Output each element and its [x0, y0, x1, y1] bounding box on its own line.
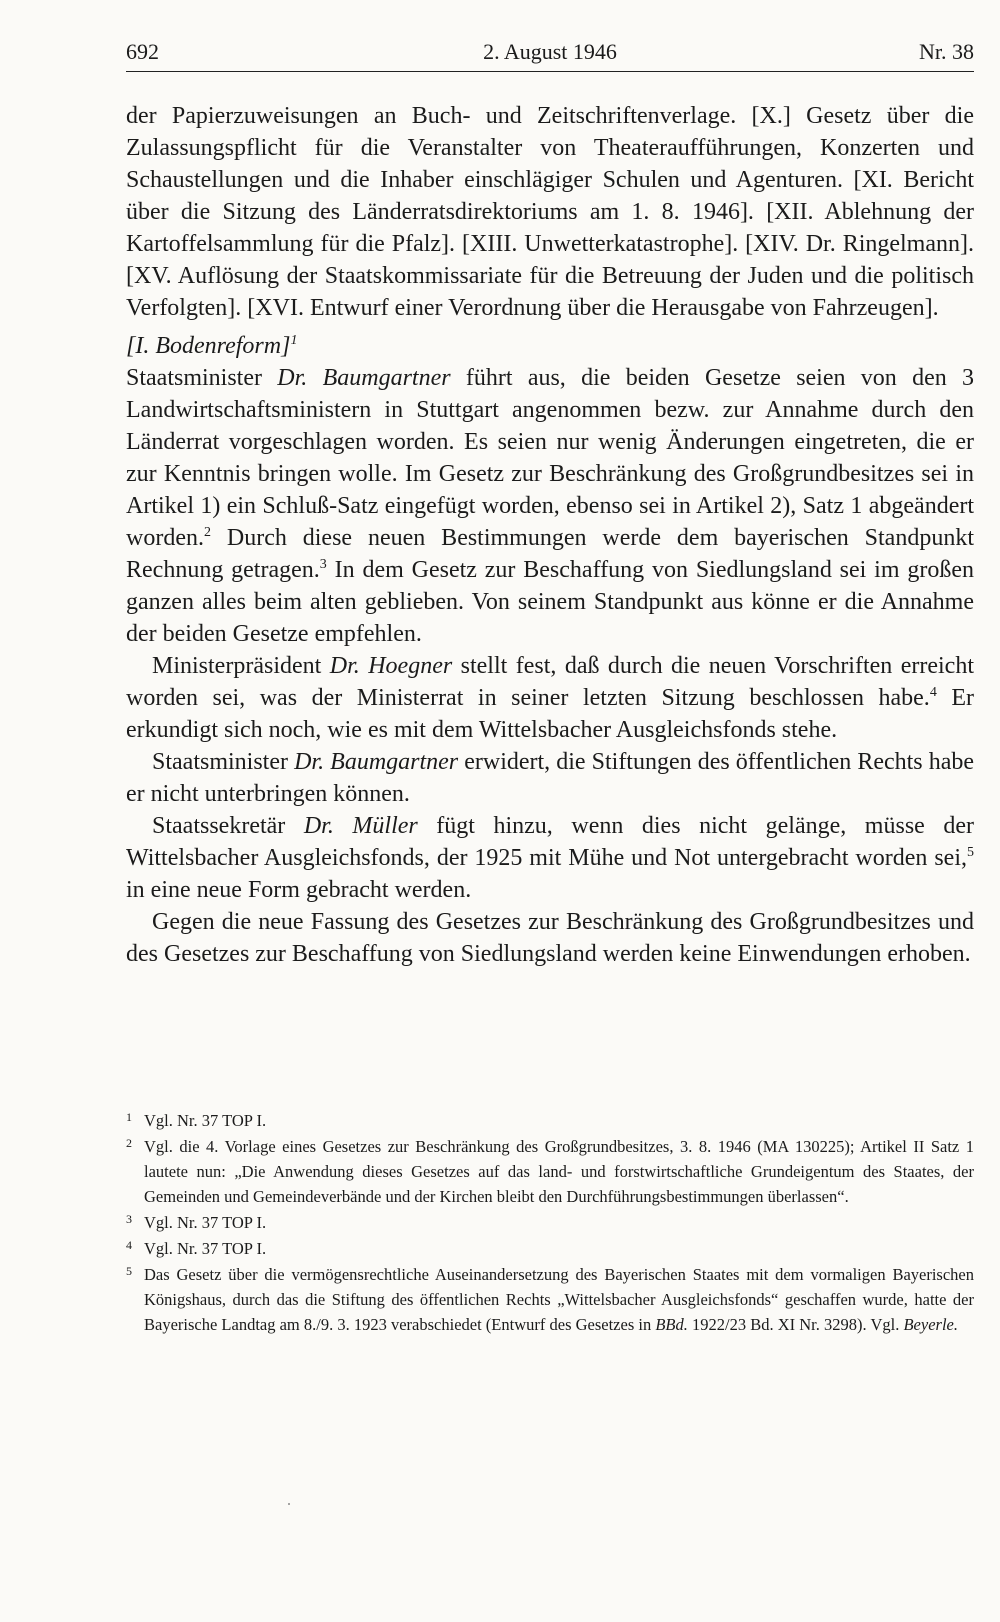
footnote-mark: 2 [126, 1136, 132, 1150]
header-rule [126, 71, 974, 72]
speaker-name: Müller [352, 813, 418, 839]
heading-title: I. Bodenreform [135, 333, 282, 359]
text-run: Ministerpräsident [152, 653, 330, 679]
footnote-text: Vgl. Nr. 37 TOP I. [144, 1239, 267, 1258]
footnote-ref: 2 [203, 525, 211, 540]
paragraph-conclusion: Gegen die neue Fassung des Gesetzes zur Beschränkung des Großgrundbesitzes und des Gesetzes zur Beschaffung von Siedlungsland werden keine Einwendungen erhoben. [126, 909, 974, 967]
author-ref: Beyerle. [903, 1315, 958, 1334]
main-text [126, 100, 974, 970]
footnote-2 [126, 1134, 974, 1209]
source-abbrev: BBd. [655, 1315, 688, 1334]
speaker-title: Dr. [329, 653, 360, 679]
text-run: führt aus, die beiden Gesetze seien von den 3 Landwirtschaftsministern in Stuttgart angenommen bezw. zur Annahme durch den Länderrat vorgeschlagen worden. Es seien nur wenig Änderungen eingetreten, die er zur Kenntnis bringen wolle. Im Gesetz zur Beschränkung des Großgrundbesitzes sei in Artikel 1) ein Schluß-Satz eingefügt worden, ebenso sei in Artikel 2), Satz 1 abgeändert worden. [126, 365, 975, 551]
footnote-ref: 1 [290, 333, 298, 348]
speaker-title: Dr. [303, 813, 334, 839]
footnote-mark: 5 [126, 1264, 132, 1278]
text-run: Das Gesetz über die vermögensrechtliche Auseinandersetzung des Bayerischen Staates mit dem vormaligen Bayerischen Königshaus, durch das die Stiftung des öffentlichen Rechts „Wittelsbacher Ausgleichsfonds“ geschaffen wurde, hatte der Bayerische Landtag am 8./9. 3. 1923 verabschiedet (Entwurf des Gesetzes in [144, 1265, 974, 1334]
footnote-text: Vgl. Nr. 37 TOP I. [144, 1213, 267, 1232]
footnote-mark: 4 [126, 1238, 132, 1252]
header-date: 2. August 1946 [483, 39, 617, 64]
footnote-text [144, 1265, 974, 1334]
speaker-name: Baumgartner [322, 365, 451, 391]
heading-open-bracket: [ [126, 333, 136, 359]
text-run: Er erkundigt sich noch, wie es mit dem Wittelsbacher Ausgleichsfonds stehe. [126, 685, 974, 743]
footnote-1 [126, 1108, 974, 1133]
text-run: Staatsminister [152, 749, 295, 775]
footnote-ref: 3 [319, 557, 327, 572]
footnote-mark: 1 [126, 1110, 132, 1124]
footnote-5 [126, 1262, 974, 1337]
heading-close-bracket: ] [281, 333, 291, 359]
text-run: stellt fest, daß durch die neuen Vorschriften erreicht worden sei, was der Ministerrat in seiner letzten Sitzung beschlossen habe. [126, 653, 975, 711]
section-heading [126, 330, 974, 362]
footnote-3 [126, 1210, 974, 1235]
speaker-title: Dr. [294, 749, 325, 775]
issue-number: Nr. 38 [919, 39, 974, 64]
text-run: Staatssekretär [152, 813, 304, 839]
footnote-mark: 3 [126, 1212, 132, 1226]
paper-speck [288, 1503, 290, 1505]
agenda-continuation: der Papierzuweisungen an Buch- und Zeitschriftenverlage. [X.] Gesetz über die Zulassungspflicht für die Veranstalter von Theateraufführungen, Konzerten und Schaustellungen und die Inhaber einschlägiger Schulen und Agenturen. [XI. Bericht über die Sitzung des Länderratsdirektoriums am 1. 8. 1946]. [XII. Ablehnung der Kartoffelsammlung für die Pfalz]. [XIII. Unwetterkatastrophe]. [XIV. Dr. Ringelmann]. [XV. Auflösung der Staatskommissariate für die Betreuung der Juden und die politisch Verfolgten]. [XVI. Entwurf einer Verordnung über die Herausgabe von Fahrzeugen]. [126, 103, 974, 321]
text-run: fügt hinzu, wenn dies nicht gelänge, müsse der Wittelsbacher Ausgleichsfonds, der 1925 mit Mühe und Not untergebracht worden sei, [126, 813, 975, 871]
page-number: 692 [126, 39, 159, 64]
text-run: erwidert, die Stiftungen des öffentlichen Rechts habe er nicht unterbringen können. [126, 749, 975, 807]
paragraph-baumgartner-1 [126, 362, 974, 650]
paragraph-hoegner [126, 650, 974, 746]
text-run: Durch diese neuen Bestimmungen werde dem bayerischen Standpunkt Rechnung getragen. [126, 525, 974, 583]
text-run: In dem Gesetz zur Beschaffung von Siedlungsland sei im großen ganzen alles beim alten geblieben. Von seinem Standpunkt aus könne er die Annahme der beiden Gesetze empfehlen. [126, 557, 974, 647]
speaker-name: Baumgartner [330, 749, 459, 775]
speaker-name: Hoegner [368, 653, 453, 679]
text-run: Staatsminister [126, 365, 278, 391]
running-header [126, 34, 974, 70]
footnote-text: Vgl. die 4. Vorlage eines Gesetzes zur Beschränkung des Großgrundbesitzes, 3. 8. 1946 (MA 130225); Artikel II Satz 1 lautete nun: „Die Anwendung dieses Gesetzes auf das land- und forstwirtschaftliche Grundeigentum des Staates, der Gemeinden und Gemeindeverbände und der Kirchen bleibt den Durchführungsbestimmungen überlassen“. [144, 1137, 974, 1206]
paragraph-mueller [126, 810, 974, 906]
text-run: in eine neue Form gebracht werden. [126, 877, 472, 903]
footnote-ref: 4 [929, 685, 937, 700]
footnote-ref: 5 [967, 845, 974, 860]
footnote-4 [126, 1236, 974, 1261]
text-run: 1922/23 Bd. XI Nr. 3298). Vgl. [687, 1315, 904, 1334]
paragraph-baumgartner-2 [126, 746, 974, 810]
footnotes [126, 1108, 974, 1338]
footnote-text: Vgl. Nr. 37 TOP I. [144, 1111, 267, 1130]
speaker-title: Dr. [277, 365, 308, 391]
